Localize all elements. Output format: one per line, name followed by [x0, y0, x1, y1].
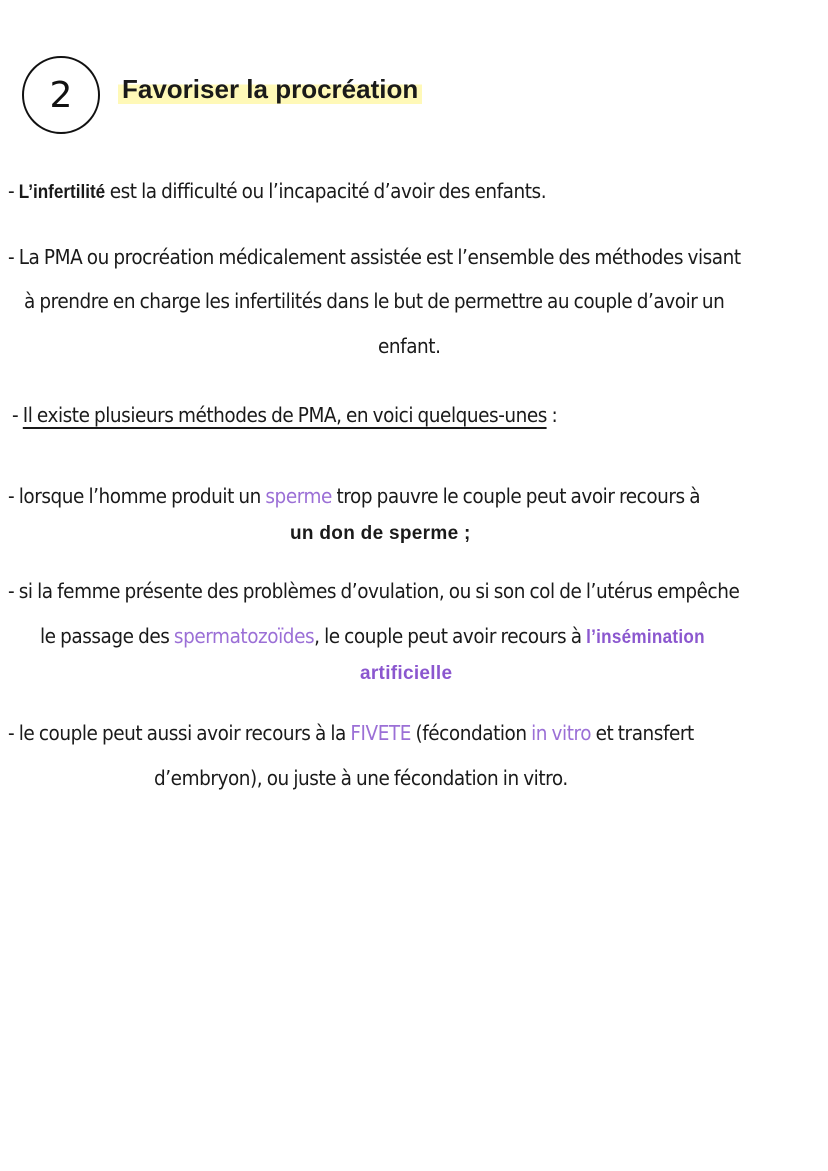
- pma-line-1: - La PMA ou procréation médicalement assistée est l’ensemble des méthodes visant: [8, 245, 741, 269]
- insemination-line-2-start: le passage des: [40, 624, 174, 648]
- methods-intro-colon: :: [546, 403, 558, 427]
- fivete-line-2: d’embryon), ou juste à une fécondation in vitro.: [154, 766, 568, 790]
- fivete-line-1: [8, 718, 694, 748]
- section-number: 2: [49, 74, 73, 116]
- fivete-line-end: et transfert: [591, 721, 694, 745]
- keyword-in-vitro: in vitro: [531, 721, 592, 745]
- sperm-donation-bold: un don de sperme ;: [290, 523, 471, 544]
- fivete-line-mid: (fécondation: [410, 721, 532, 745]
- infertility-definition: est la difficulté ou l’incapacité d’avoir des enfants.: [105, 179, 547, 203]
- insemination-line-1: - si la femme présente des problèmes d’ovulation, ou si son col de l’utérus empêche: [8, 579, 740, 603]
- pma-line-2: à prendre en charge les infertilités dans le but de permettre au couple d’avoir un: [24, 289, 725, 313]
- keyword-fivete: FIVETE: [350, 721, 411, 745]
- insemination-line-2-mid: , le couple peut avoir recours à: [314, 624, 587, 648]
- sperm-line-end: trop pauvre le couple peut avoir recours à: [331, 484, 701, 508]
- term-infertility: L’infertilité: [18, 182, 106, 203]
- paragraph-sperm-donation: [8, 481, 700, 511]
- paragraph-methods-intro: [12, 400, 557, 430]
- section-title: Favoriser la procréation: [118, 74, 422, 104]
- fivete-line-start: - le couple peut aussi avoir recours à la: [8, 721, 351, 745]
- section-number-circle: [22, 56, 100, 134]
- keyword-insemination: l’insémination: [586, 627, 705, 648]
- keyword-artificielle: artificielle: [360, 663, 453, 684]
- bullet-dash: -: [8, 179, 19, 203]
- keyword-spermatozoides: spermatozoïdes: [173, 624, 315, 648]
- bullet-dash: -: [12, 403, 23, 427]
- pma-line-3: enfant.: [378, 334, 441, 358]
- paragraph-infertility: [8, 176, 546, 208]
- insemination-line-2: [40, 621, 705, 653]
- methods-intro-underlined: Il existe plusieurs méthodes de PMA, en voici quelques-unes: [22, 403, 547, 427]
- sperm-line-start: - lorsque l’homme produit un: [8, 484, 266, 508]
- keyword-sperme: sperme: [265, 484, 332, 508]
